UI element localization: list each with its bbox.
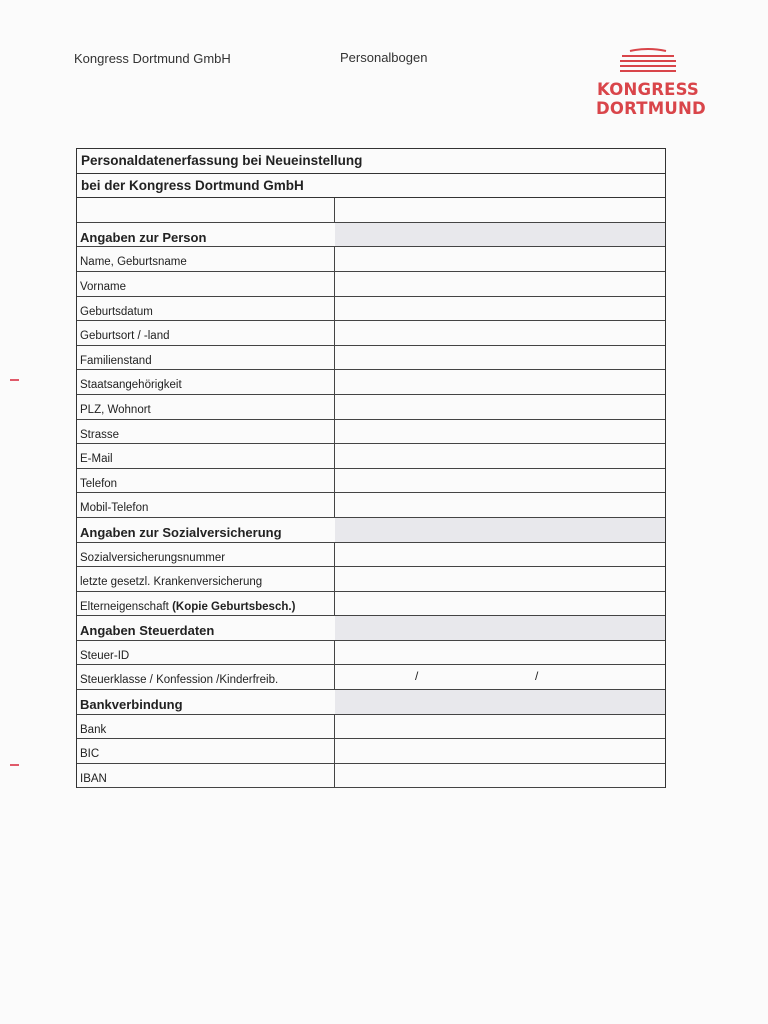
field-label: PLZ, Wohnort	[77, 395, 335, 419]
field-value[interactable]	[335, 272, 665, 296]
field-label: Mobil-Telefon	[77, 493, 335, 517]
form-row	[77, 567, 665, 592]
form-row	[77, 370, 665, 395]
separator: /	[415, 669, 419, 684]
blank-row	[77, 198, 665, 223]
form-row	[77, 469, 665, 494]
field-label: IBAN	[77, 764, 335, 788]
margin-mark	[10, 764, 19, 766]
header-company: Kongress Dortmund GmbH	[74, 51, 231, 66]
field-label: Staatsangehörigkeit	[77, 370, 335, 394]
field-note: (Kopie Geburtsbesch.)	[172, 600, 296, 613]
field-label: Name, Geburtsname	[77, 247, 335, 271]
form-row	[77, 321, 665, 346]
field-label: Strasse	[77, 420, 335, 444]
form-row	[77, 715, 665, 740]
logo-stripes-icon	[618, 48, 678, 74]
form-row	[77, 247, 665, 272]
field-value[interactable]	[335, 764, 665, 788]
field-label: Geburtsort / -land	[77, 321, 335, 345]
form-row	[77, 297, 665, 322]
field-value[interactable]	[335, 715, 665, 739]
field-value[interactable]	[335, 665, 665, 689]
form-row	[77, 739, 665, 764]
field-value[interactable]	[335, 346, 665, 370]
field-value[interactable]	[335, 247, 665, 271]
form-row	[77, 444, 665, 469]
form-row	[77, 641, 665, 666]
field-label: Steuerklasse / Konfession /Kinderfreib.	[77, 665, 335, 689]
field-value[interactable]	[335, 469, 665, 493]
personnel-form-table	[76, 148, 666, 788]
form-title-line-2: bei der Kongress Dortmund GmbH	[77, 174, 665, 199]
form-row	[77, 764, 665, 789]
form-row	[77, 665, 665, 690]
field-label: Elterneigenschaft (Kopie Geburtsbesch.)	[77, 592, 335, 616]
margin-mark	[10, 379, 19, 381]
field-value[interactable]	[335, 420, 665, 444]
section-social-insurance: Angaben zur Sozialversicherung	[77, 518, 665, 543]
field-label: Vorname	[77, 272, 335, 296]
section-person: Angaben zur Person	[77, 223, 665, 248]
field-value[interactable]	[335, 592, 665, 616]
field-value[interactable]	[335, 444, 665, 468]
field-label: E-Mail	[77, 444, 335, 468]
form-row	[77, 543, 665, 568]
field-label: Telefon	[77, 469, 335, 493]
header-document-title: Personalbogen	[340, 50, 428, 65]
form-row	[77, 272, 665, 297]
field-label: Steuer-ID	[77, 641, 335, 665]
field-value[interactable]	[335, 321, 665, 345]
form-row	[77, 493, 665, 518]
company-logo	[596, 48, 706, 118]
section-bank: Bankverbindung	[77, 690, 665, 715]
section-tax: Angaben Steuerdaten	[77, 616, 665, 641]
field-value[interactable]	[335, 543, 665, 567]
field-label: BIC	[77, 739, 335, 763]
field-label: Sozialversicherungsnummer	[77, 543, 335, 567]
form-row	[77, 346, 665, 371]
form-row	[77, 395, 665, 420]
field-label: Bank	[77, 715, 335, 739]
field-label: Geburtsdatum	[77, 297, 335, 321]
field-value[interactable]	[335, 297, 665, 321]
field-label: Familienstand	[77, 346, 335, 370]
logo-line-2: DORTMUND	[596, 99, 706, 118]
form-row	[77, 420, 665, 445]
logo-line-1: KONGRESS	[596, 80, 700, 99]
field-value[interactable]	[335, 567, 665, 591]
form-row	[77, 592, 665, 617]
field-value[interactable]	[335, 493, 665, 517]
form-title-line-1: Personaldatenerfassung bei Neueinstellung	[77, 149, 665, 174]
separator: /	[535, 669, 539, 684]
field-value[interactable]	[335, 395, 665, 419]
field-value[interactable]	[335, 641, 665, 665]
field-label: letzte gesetzl. Krankenversicherung	[77, 567, 335, 591]
field-value[interactable]	[335, 370, 665, 394]
field-value[interactable]	[335, 739, 665, 763]
